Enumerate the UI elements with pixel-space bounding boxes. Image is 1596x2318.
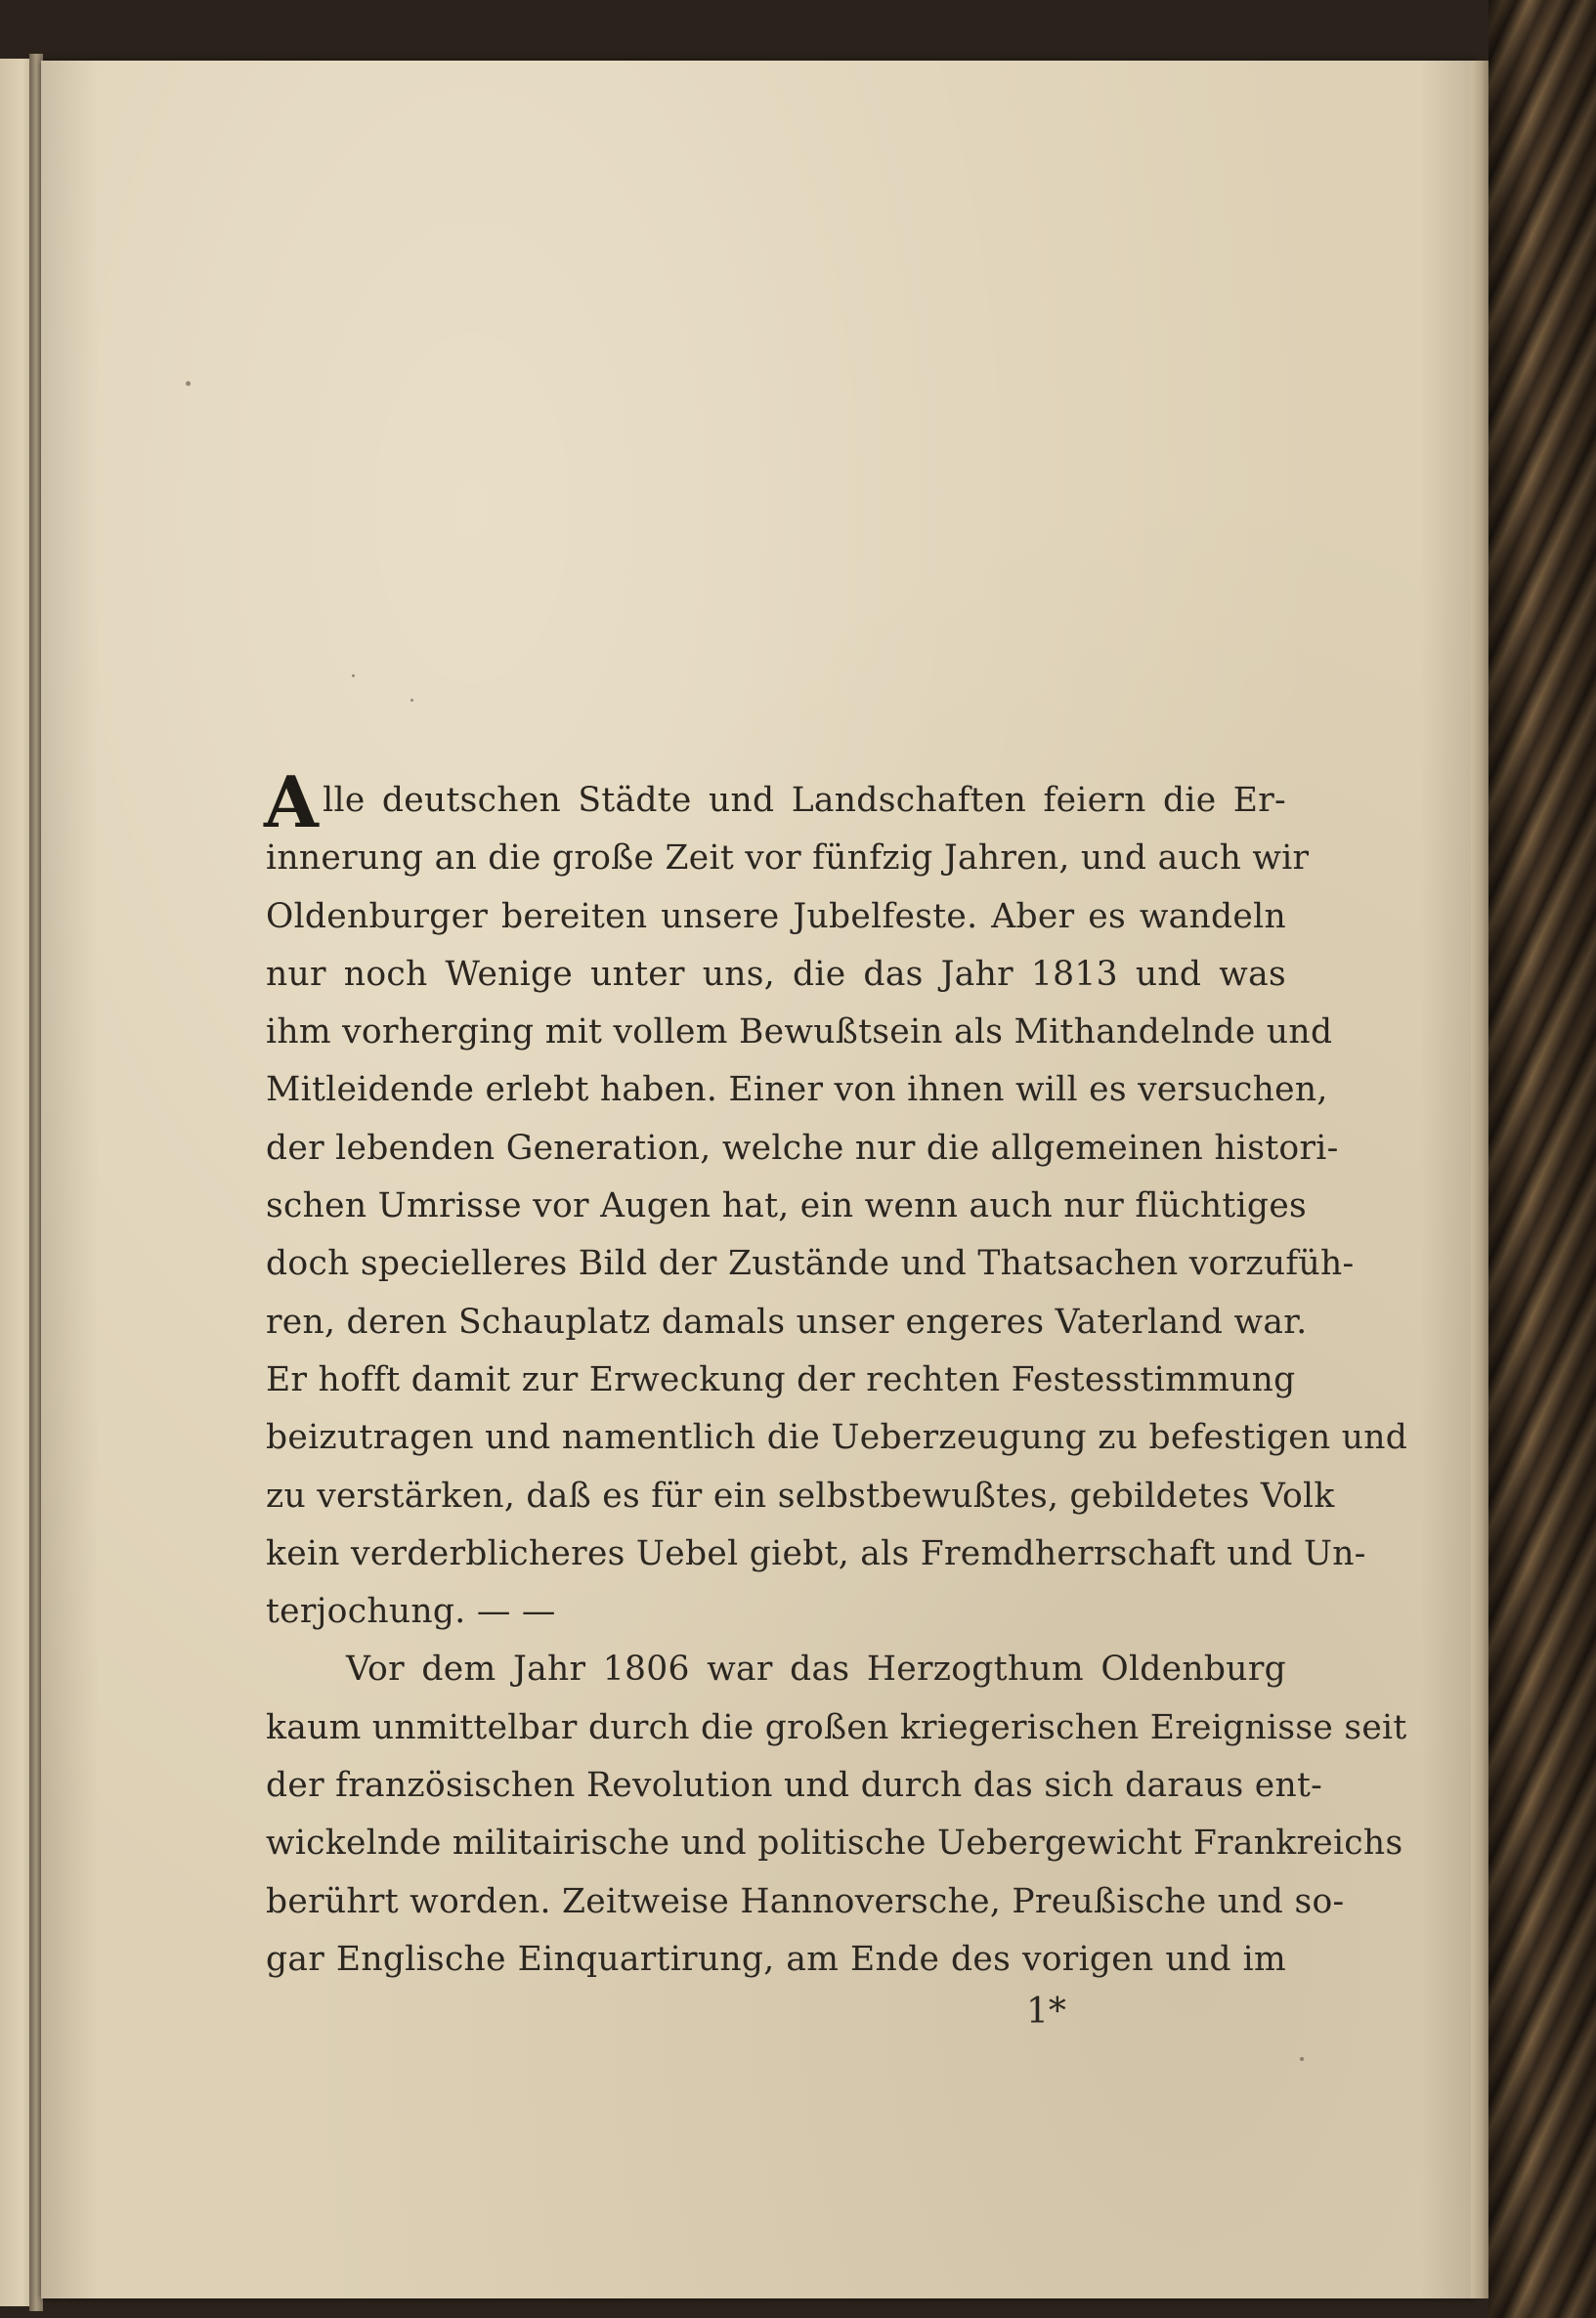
- text-line: ihm vorherging mit vollem Bewußtsein als Mithandelnde und: [266, 1012, 1333, 1052]
- drop-cap: A: [264, 760, 320, 843]
- text-line: innerung an die große Zeit vor fünfzig Jahren, und auch wir: [266, 838, 1310, 879]
- book-edge-shadow: [1488, 0, 1596, 2318]
- paragraph-1: [264, 760, 1408, 1641]
- text-line: wickelnde militairische und politische Uebergewicht Frankreichs: [266, 1824, 1403, 1864]
- signature-mark: 1*: [1026, 1992, 1066, 2032]
- text-line: kaum unmittelbar durch die großen kriegerischen Ereignisse seit: [266, 1707, 1407, 1747]
- text-line: zu verstärken, daß es für ein selbstbewußtes, gebildetes Volk: [266, 1476, 1335, 1516]
- body-text: [264, 760, 1408, 1989]
- text-line: der französischen Revolution und durch das sich daraus ent-: [266, 1766, 1323, 1806]
- text-line: Oldenburger bereiten unsere Jubelfeste. Aber es wandeln: [266, 896, 1286, 936]
- text-line: Er hofft damit zur Erweckung der rechten Festesstimmung: [266, 1359, 1296, 1399]
- text-line: der lebenden Generation, welche nur die allgemeinen histori-: [266, 1128, 1339, 1168]
- text-line: terjochung. — —: [266, 1592, 556, 1632]
- page-stack-edge: [1471, 61, 1488, 2298]
- text-line: kein verderblicheres Uebel giebt, als Fremdherrschaft und Un-: [266, 1533, 1366, 1573]
- text-line: berührt worden. Zeitweise Hannoversche, Preußische und so-: [266, 1881, 1345, 1921]
- text-line: schen Umrisse vor Augen hat, ein wenn auch nur flüchtiges: [266, 1186, 1308, 1226]
- text-line: Vor dem Jahr 1806 war das Herzogthum Oldenburg: [346, 1650, 1286, 1690]
- text-line: Mitleidende erlebt haben. Einer von ihnen will es versuchen,: [266, 1070, 1328, 1110]
- text-line: doch specielleres Bild der Zustände und Thatsachen vorzufüh-: [266, 1244, 1355, 1284]
- text-line: gar Englische Einquartirung, am Ende des vorigen und im: [266, 1939, 1286, 1979]
- text-line: lle deutschen Städte und Landschaften feiern die Er-: [323, 781, 1286, 820]
- text-line: beizutragen und namentlich die Ueberzeugung zu befestigen und: [266, 1418, 1408, 1458]
- paragraph-2: [266, 1641, 1407, 1989]
- text-line: nur noch Wenige unter uns, die das Jahr 1813 und was: [266, 954, 1286, 994]
- text-line: ren, deren Schauplatz damals unser engeres Vaterland war.: [266, 1302, 1308, 1342]
